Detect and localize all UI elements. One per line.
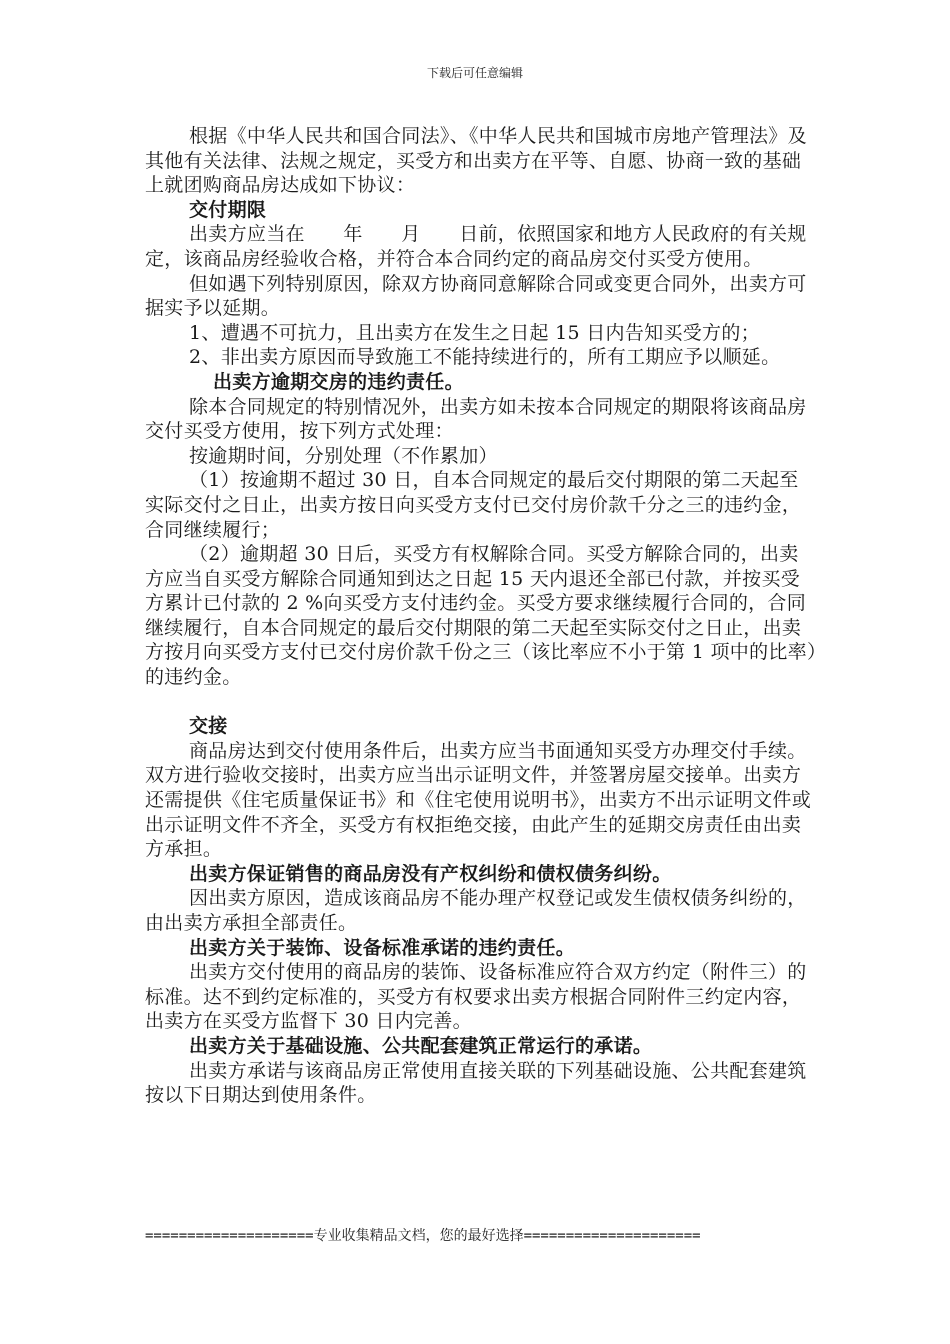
non-seller-cause-item: 2、非出卖方原因而导致施工不能持续进行的，所有工期应予以顺延。: [189, 346, 781, 369]
section-heading-late-delivery: 出卖方逾期交房的违约责任。: [213, 370, 464, 393]
extension-paragraph: 但如遇下列特别原因，除双方协商同意解除合同或变更合同外，出卖方可据实予以延期。: [145, 272, 807, 320]
section-heading-no-disputes: 出卖方保证销售的商品房没有产权纠纷和债权债务纠纷。: [189, 862, 672, 885]
infrastructure-paragraph: 出卖方承诺与该商品房正常使用直接关联的下列基础设施、公共配套建筑按以下日期达到使用条件。: [145, 1059, 807, 1107]
page-header: 下载后可任意编辑: [426, 66, 523, 80]
page-footer: ====================专业收集精品文档，您的最好选择=====================: [145, 1228, 701, 1244]
handover-paragraph: 商品房达到交付使用条件后，出卖方应当书面通知买受方办理交付手续。双方进行验收交接时，出卖方应当出示证明文件，并签署房屋交接单。出卖方还需提供《住宅质量保证书》和《住宅使用说明书》，出卖方不出示证明文件或出示证明文件不齐全，买受方有权拒绝交接，由此产生的延期交房责任由出卖方承担。: [145, 739, 812, 861]
no-disputes-paragraph: 因出卖方原因，造成该商品房不能办理产权登记或发生债权债务纠纷的，由出卖方承担全部责任。: [145, 887, 807, 934]
section-heading-delivery-deadline: 交付期限: [189, 198, 267, 221]
late-delivery-paragraph: 除本合同规定的特别情况外，出卖方如未按本合同规定的期限将该商品房交付买受方使用，按下列方式处理：: [145, 395, 807, 443]
late-item-2: （2）逾期超 30 日后，买受方有权解除合同。买受方解除合同的，出卖方应当自买受方解除合同通知到达之日起 15 天内退还全部已付款，并按买受方累计已付款的 2 %向买受方支付违约金。买受方要求继续履行合同的，合同继续履行，自本合同规定的最后交付期限的第二天起至实际交付之日止，出卖方按月向买受方支付已交付房价款千份之三（该比率应不小于第 1 项中的比率）的违约金。: [145, 543, 817, 689]
section-heading-infrastructure: 出卖方关于基础设施、公共配套建筑正常运行的承诺。: [189, 1034, 653, 1057]
late-handling-paragraph: 按逾期时间，分别处理（不作累加）: [189, 444, 498, 467]
decoration-standards-paragraph: 出卖方交付使用的商品房的装饰、设备标准应符合双方约定（附件三）的标准。达不到约定标准的，买受方有权要求出卖方根据合同附件三约定内容，出卖方在买受方监督下 30 日内完善。: [145, 961, 807, 1033]
force-majeure-item: 1、遭遇不可抗力，且出卖方在发生之日起 15 日内告知买受方的；: [189, 321, 760, 344]
intro-paragraph: 根据《中华人民共和国合同法》、《中华人民共和国城市房地产管理法》及其他有关法律、法规之规定，买受方和出卖方在平等、自愿、协商一致的基础上就团购商品房达成如下协议：: [145, 125, 807, 197]
delivery-date-paragraph: 出卖方应当在 年 月 日前，依照国家和地方人民政府的有关规定，该商品房经验收合格，并符合本合同约定的商品房交付买受方使用。: [145, 223, 807, 270]
section-heading-decoration-standards: 出卖方关于装饰、设备标准承诺的违约责任。: [189, 936, 576, 959]
document-body: [145, 124, 817, 1108]
blank-line: [145, 690, 817, 715]
late-item-1: （1）按逾期不超过 30 日，自本合同规定的最后交付期限的第二天起至实际交付之日止，出卖方按日向买受方支付已交付房价款千分之三的违约金，合同继续履行；: [145, 469, 802, 541]
section-heading-handover: 交接: [189, 715, 228, 738]
